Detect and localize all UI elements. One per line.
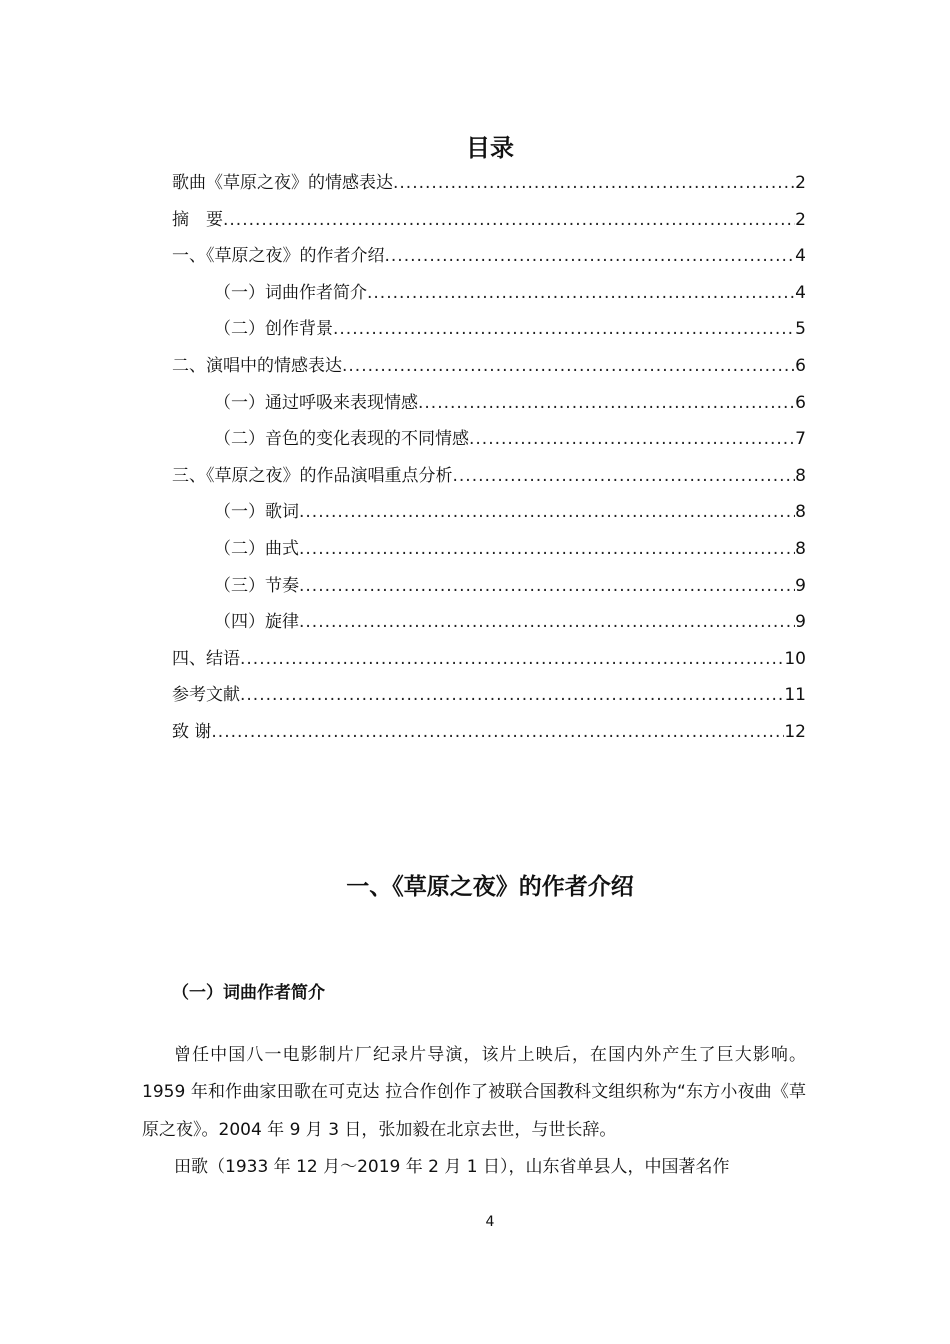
toc-entry[interactable] [172, 644, 806, 681]
toc-entry[interactable] [172, 571, 806, 608]
toc-leader-dots [367, 283, 795, 303]
toc-title: 目录 [466, 134, 514, 162]
body-text [142, 1037, 806, 1186]
toc-entry[interactable] [172, 680, 806, 717]
toc-entry-label: （四）旋律 [214, 612, 299, 633]
toc-entry[interactable] [172, 314, 806, 351]
toc-entry-label: 一、《草原之夜》的作者介绍 [172, 246, 385, 267]
toc-entry-label: （二）音色的变化表现的不同情感 [214, 429, 469, 450]
toc-leader-dots [211, 722, 784, 742]
toc-entry[interactable] [172, 388, 806, 425]
toc-entry-page: 9 [795, 575, 806, 596]
toc-entry-page: 8 [795, 465, 806, 486]
toc-leader-dots [299, 612, 795, 632]
toc-entry-label: 三、《草原之夜》的作品演唱重点分析 [172, 465, 453, 486]
toc-entry-label: 二、演唱中的情感表达 [172, 355, 342, 376]
toc-leader-dots [333, 319, 795, 339]
toc-entry-label: （一）通过呼吸来表现情感 [214, 392, 418, 413]
table-of-contents [172, 168, 806, 754]
toc-entry[interactable] [172, 241, 806, 278]
toc-entry-label: 致 谢 [172, 721, 212, 742]
toc-entry-page: 4 [795, 282, 806, 303]
toc-leader-dots [342, 356, 795, 376]
toc-entry[interactable] [172, 168, 806, 205]
toc-entry-page: 2 [795, 209, 806, 230]
toc-entry[interactable] [172, 424, 806, 461]
toc-entry[interactable] [172, 205, 806, 242]
toc-entry[interactable] [172, 717, 806, 754]
toc-leader-dots [299, 539, 795, 559]
toc-entry-label: （一）词曲作者简介 [214, 282, 367, 303]
toc-entry[interactable] [172, 461, 806, 498]
toc-entry-label: （三）节奏 [214, 575, 299, 596]
toc-leader-dots [418, 393, 795, 413]
toc-entry-label: 参考文献 [172, 685, 240, 706]
toc-entry-label: （一）歌词 [214, 502, 299, 523]
toc-leader-dots [299, 576, 795, 596]
toc-entry-page: 6 [795, 392, 806, 413]
toc-entry-label: 四、结语 [172, 648, 240, 669]
toc-entry[interactable] [172, 534, 806, 571]
toc-entry-page: 7 [795, 429, 806, 450]
paragraph: 田歌（1933 年 12 月～2019 年 2 月 1 日），山东省单县人，中国著名作 [174, 1156, 730, 1177]
toc-entry-label: （二）创作背景 [214, 319, 333, 340]
toc-entry-page: 11 [784, 685, 806, 706]
toc-entry-page: 2 [795, 173, 806, 193]
paragraph: 曾任中国八一电影制片厂纪录片导演，该片上映后，在国内外产生了巨大影响。 1959 年和作曲家田歌在可克达 拉合作创作了被联合国教科文组织称为“东方小夜曲《草原之夜》。2004 年 9 月 3 日，张加毅在北京去世，与世长辞。 [142, 1045, 806, 1140]
toc-entry-label: 摘 要 [172, 209, 223, 230]
page-number: 4 [485, 1214, 495, 1230]
toc-entry-page: 8 [795, 538, 806, 559]
toc-leader-dots [223, 210, 795, 230]
toc-entry[interactable] [172, 351, 806, 388]
toc-leader-dots [299, 502, 795, 522]
toc-entry[interactable] [172, 497, 806, 534]
toc-entry[interactable] [172, 278, 806, 315]
toc-entry-page: 6 [795, 355, 806, 376]
chapter-title: 一、《草原之夜》的作者介绍 [346, 874, 634, 900]
toc-entry[interactable] [172, 607, 806, 644]
toc-leader-dots [240, 685, 784, 705]
toc-leader-dots [393, 173, 795, 193]
toc-entry-label: 歌曲《草原之夜》的情感表达 [172, 173, 393, 193]
toc-leader-dots [385, 246, 796, 266]
toc-entry-page: 9 [795, 612, 806, 633]
toc-leader-dots [240, 649, 784, 669]
toc-entry-page: 10 [784, 648, 806, 669]
toc-leader-dots [453, 466, 796, 486]
toc-leader-dots [469, 429, 795, 449]
toc-entry-page: 8 [795, 502, 806, 523]
section-title: （一）词曲作者简介 [172, 983, 325, 1003]
toc-entry-label: （二）曲式 [214, 538, 299, 559]
toc-entry-page: 12 [784, 721, 806, 742]
toc-entry-page: 5 [795, 319, 806, 340]
toc-entry-page: 4 [795, 246, 806, 267]
